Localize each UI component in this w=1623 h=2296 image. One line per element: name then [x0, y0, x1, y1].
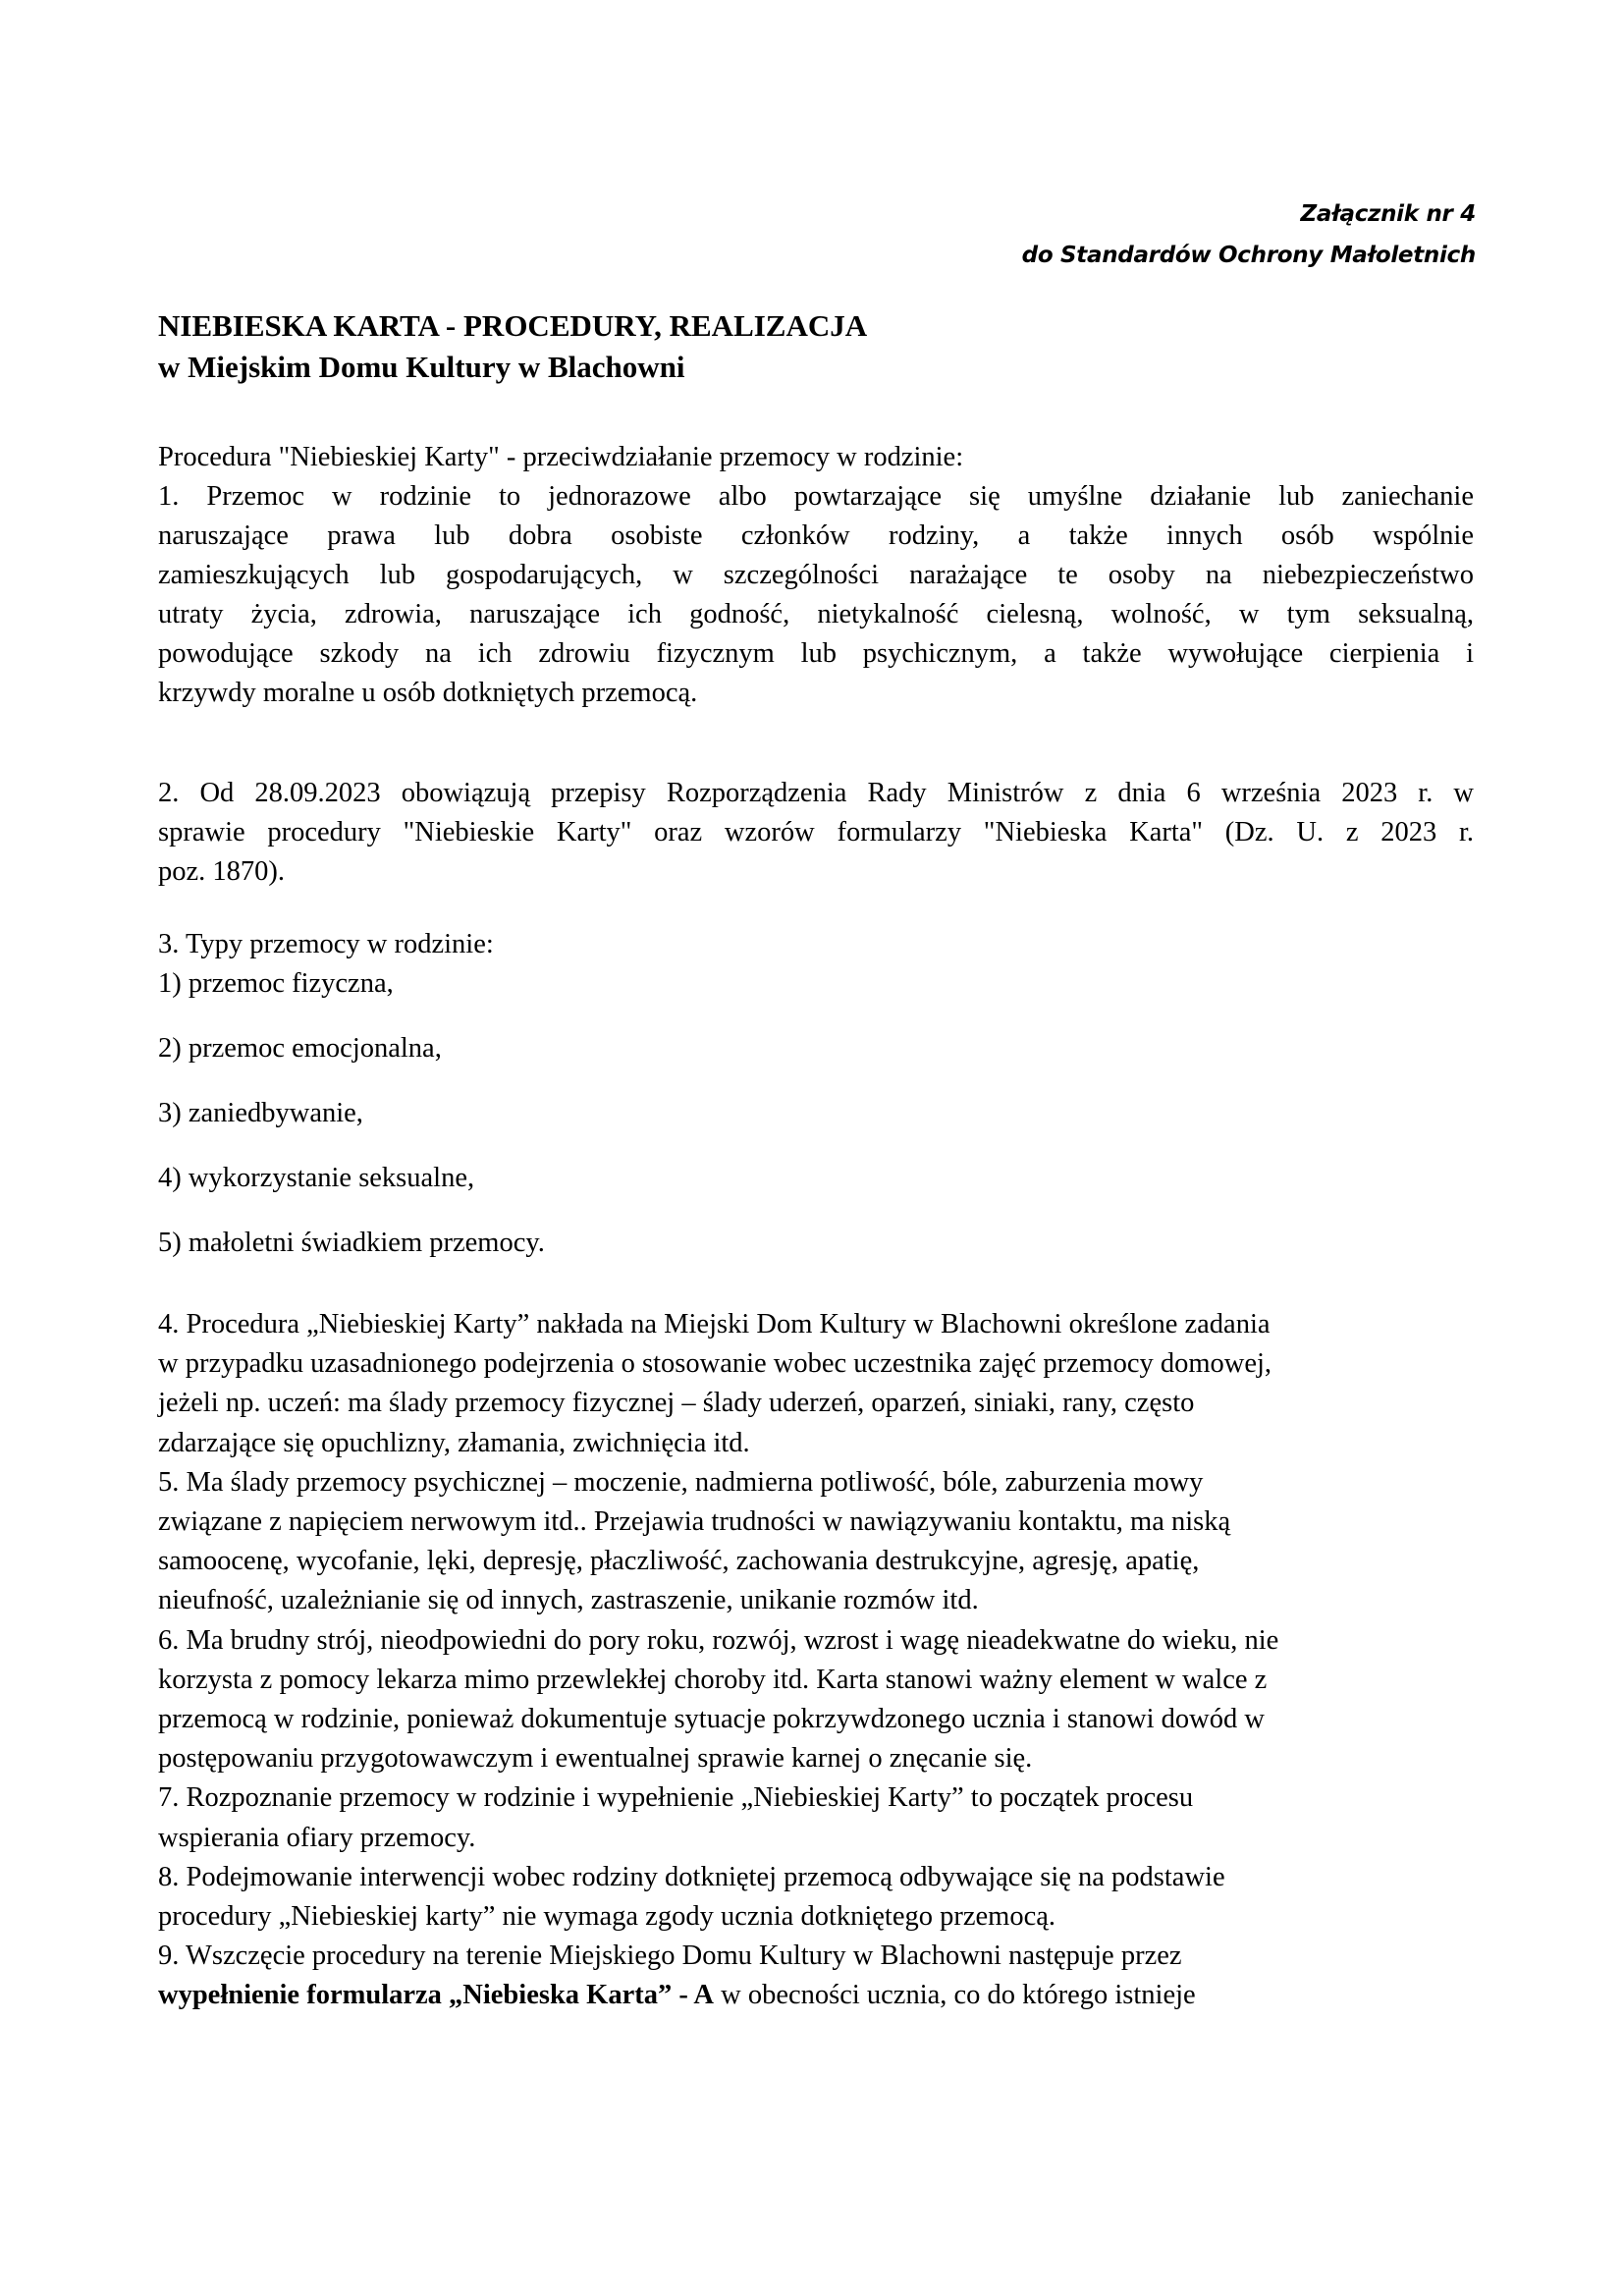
bold-form-reference: wypełnienie formularza „Niebieska Karta” - A	[158, 1980, 714, 2011]
title-line-1: NIEBIESKA KARTA - PROCEDURY, REALIZACJA	[158, 308, 868, 343]
intro-line: Procedura "Niebieskiej Karty" - przeciwdziałanie przemocy w rodzinie:	[158, 442, 964, 472]
title-line-2: w Miejskim Domu Kultury w Blachowni	[158, 350, 685, 384]
violence-type-item: 5) małoletni świadkiem przemocy.	[158, 1228, 545, 1258]
paragraph-line: postępowaniu przygotowawczym i ewentualnej sprawie karnej o znęcanie się.	[158, 1743, 1033, 1775]
point-2-line: poz. 1870).	[158, 856, 286, 887]
paragraph-line: korzysta z pomocy lekarza mimo przewlekłej choroby itd. Karta stanowi ważny element w walce z	[158, 1664, 1268, 1695]
paragraph-line: zdarzające się opuchlizny, złamania, zwichnięcia itd.	[158, 1427, 750, 1458]
violence-type-item: 4) wykorzystanie seksualne,	[158, 1163, 475, 1193]
paragraph-line-with-bold	[158, 1976, 1474, 2015]
violence-type-item: 2) przemoc emocjonalna,	[158, 1033, 442, 1064]
annex-number: Załącznik nr 4	[1300, 201, 1476, 227]
point-2-line: sprawie procedury "Niebieskie Karty" oraz wzorów formularzy "Niebieska Karta" (Dz. U. z 2023 r.	[158, 817, 1474, 847]
document-title	[158, 305, 1474, 388]
point-2-line: 2. Od 28.09.2023 obowiązują przepisy Rozporządzenia Rady Ministrów z dnia 6 września 2023 r. w	[158, 778, 1474, 808]
point-1-line: powodujące szkody na ich zdrowiu fizycznym lub psychicznym, a także wywołujące cierpienia i	[158, 638, 1474, 669]
point-3-heading: 3. Typy przemocy w rodzinie:	[158, 929, 494, 959]
paragraph-line-rest: w obecności ucznia, co do którego istnieje	[713, 1980, 1196, 2011]
paragraph-line: związane z napięciem nerwowym itd.. Przejawia trudności w nawiązywaniu kontaktu, ma niską	[158, 1506, 1231, 1538]
point-2	[158, 774, 1474, 892]
paragraph-line: jeżeli np. uczeń: ma ślady przemocy fizycznej – ślady uderzeń, oparzeń, siniaki, rany, często	[158, 1388, 1195, 1419]
violence-type-item: 3) zaniedbywanie,	[158, 1098, 363, 1128]
annex-subtitle: do Standardów Ochrony Małoletnich	[1021, 243, 1476, 268]
paragraph-line: przemocą w rodzinie, ponieważ dokumentuje sytuacje pokrzywdzonego ucznia i stanowi dowód w	[158, 1704, 1265, 1735]
paragraph-line: 7. Rozpoznanie przemocy w rodzinie i wypełnienie „Niebieskiej Karty” to początek procesu	[158, 1782, 1194, 1814]
paragraph-line: 9. Wszczęcie procedury na terenie Miejskiego Domu Kultury w Blachowni następuje przez	[158, 1941, 1182, 1972]
paragraph-line: samoocenę, wycofanie, lęki, depresję, płaczliwość, zachowania destrukcyjne, agresję, apatię,	[158, 1546, 1200, 1577]
paragraph-line: w przypadku uzasadnionego podejrzenia o stosowanie wobec uczestnika zajęć przemocy domowej,	[158, 1348, 1272, 1380]
point-1-line: 1. Przemoc w rodzinie to jednorazowe albo powtarzające się umyślne działanie lub zaniechanie	[158, 481, 1474, 512]
intro-and-point-1	[158, 438, 1474, 713]
violence-type-item: 1) przemoc fizyczna,	[158, 968, 394, 999]
paragraph-line: nieufność, uzależnianie się od innych, zastraszenie, unikanie rozmów itd.	[158, 1585, 979, 1616]
annex-header	[1022, 193, 1476, 276]
paragraph-line: wspierania ofiary przemocy.	[158, 1822, 476, 1853]
paragraph-line: 4. Procedura „Niebieskiej Karty” nakłada na Miejski Dom Kultury w Blachowni określone zadania	[158, 1309, 1271, 1339]
points-4-to-9	[158, 1305, 1474, 2016]
point-1-line: krzywdy moralne u osób dotkniętych przemocą.	[158, 678, 698, 708]
paragraph-line: procedury „Niebieskiej karty” nie wymaga zgody ucznia dotkniętego przemocą.	[158, 1901, 1056, 1933]
point-1-line: utraty życia, zdrowia, naruszające ich godność, nietykalność cielesną, wolność, w tym seksualną,	[158, 599, 1474, 629]
paragraph-line: 5. Ma ślady przemocy psychicznej – moczenie, nadmierna potliwość, bóle, zaburzenia mowy	[158, 1466, 1204, 1498]
point-1-line: naruszające prawa lub dobra osobiste członków rodziny, a także innych osób wspólnie	[158, 520, 1474, 551]
paragraph-line: 6. Ma brudny strój, nieodpowiedni do pory roku, rozwój, wzrost i wagę nieadekwatne do wieku, nie	[158, 1624, 1279, 1656]
paragraph-line: 8. Podejmowanie interwencji wobec rodziny dotkniętej przemocą odbywające się na podstawie	[158, 1861, 1225, 1892]
point-1-line: zamieszkujących lub gospodarujących, w szczególności narażające te osoby na niebezpieczeństwo	[158, 560, 1474, 590]
point-3	[158, 925, 1474, 1263]
